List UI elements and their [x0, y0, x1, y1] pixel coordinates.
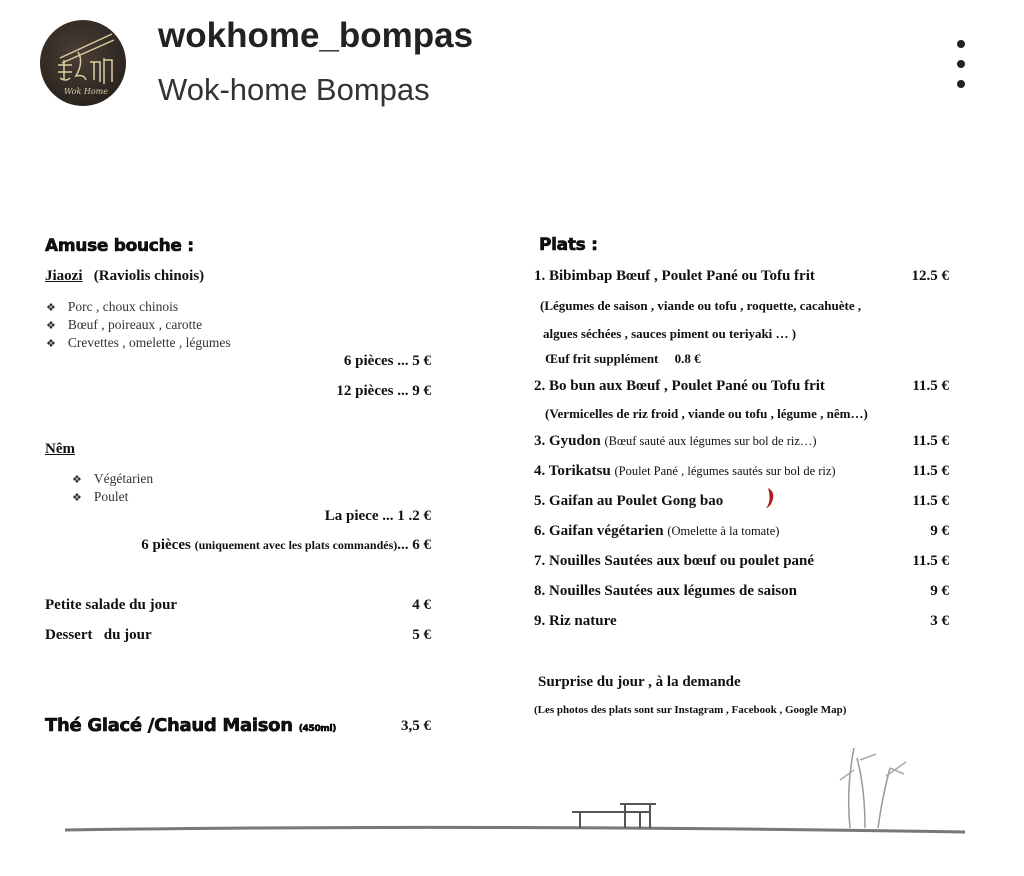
extra-name: Petite salade du jour: [45, 597, 178, 613]
dish-item: 3. Gyudon (Bœuf sauté aux légumes sur bol de riz…): [534, 433, 817, 449]
bamboo-landscape-illustration: [60, 740, 970, 840]
more-vertical-icon[interactable]: [950, 40, 972, 88]
bibimbap-description: (Légumes de saison , viande ou tofu , roquette, cacahuète ,: [540, 298, 862, 313]
jiaozi-price-6: 6 pièces ... 5 €: [343, 353, 431, 369]
photos-note: (Les photos des plats sont sur Instagram , Facebook , Google Map): [534, 704, 847, 716]
profile-avatar[interactable]: [40, 20, 126, 106]
account-handle[interactable]: wokhome_bompas: [158, 16, 474, 55]
egg-supplement: Œuf frit supplément 0.8 €: [545, 351, 701, 366]
dish-item: 2. Bo bun aux Bœuf , Poulet Pané ou Tofu frit: [534, 378, 825, 394]
nem-item: ❖ Végétarien: [72, 471, 154, 486]
extra-price: 5 €: [412, 627, 431, 643]
jiaozi-item: ❖ Porc , choux chinois: [46, 299, 179, 314]
jiaozi-item: ❖ Bœuf , poireaux , carotte: [46, 317, 203, 332]
tea-name: Thé Glacé /Chaud Maison (450ml): [45, 715, 337, 736]
dish-item: 8. Nouilles Sautées aux légumes de saison: [534, 583, 797, 599]
jiaozi-item: ❖ Crevettes , omelette , légumes: [46, 335, 231, 350]
dish-price: 9 €: [930, 583, 949, 599]
dish-price: 9 €: [930, 523, 949, 539]
dish-price: 11.5 €: [912, 553, 949, 569]
bobun-description: (Vermicelles de riz froid , viande ou tofu , légume , nêm…): [545, 406, 868, 421]
dish-price: 12.5 €: [911, 268, 949, 284]
dish-price: 11.5 €: [912, 378, 949, 394]
nem-heading: Nêm: [45, 441, 75, 457]
extra-name: Dessert du jour: [45, 627, 152, 643]
extra-price: 4 €: [412, 597, 431, 613]
jiaozi-price-12: 12 pièces ... 9 €: [336, 383, 431, 399]
svg-text:Wok Home: Wok Home: [64, 87, 108, 96]
dish-item: 5. Gaifan au Poulet Gong bao: [534, 493, 724, 509]
jiaozi-heading: [45, 268, 204, 285]
jiaozi-title: Jiaozi: [45, 268, 83, 284]
account-display-name: Wok-home Bompas: [158, 72, 430, 107]
dish-item: 4. Torikatsu (Poulet Pané , légumes sautés sur bol de riz): [534, 463, 836, 479]
dish-price: 3 €: [930, 613, 949, 629]
dish-price: 11.5 €: [912, 493, 949, 509]
bibimbap-description: algues séchées , sauces piment ou teriyaki … ): [543, 326, 797, 341]
surprise-du-jour: Surprise du jour , à la demande: [538, 674, 741, 690]
nem-price-6: 6 pièces (uniquement avec les plats commandés)... 6 €: [141, 537, 431, 553]
dish-price: 11.5 €: [912, 463, 949, 479]
chili-pepper-icon: [765, 486, 779, 510]
dish-item: 1. Bibimbap Bœuf , Poulet Pané ou Tofu frit: [534, 268, 815, 284]
dish-item: 9. Riz nature: [534, 613, 617, 629]
nem-price-unit: La piece ... 1 .2 €: [324, 508, 431, 524]
dish-item: 7. Nouilles Sautées aux bœuf ou poulet pané: [534, 553, 815, 569]
dish-item: 6. Gaifan végétarien (Omelette à la tomate): [534, 523, 780, 539]
jiaozi-subtitle: (Raviolis chinois): [93, 268, 205, 284]
dish-price: 11.5 €: [912, 433, 949, 449]
plats-heading: Plats :: [539, 235, 598, 255]
amuse-bouche-heading: Amuse bouche :: [45, 236, 194, 256]
wok-home-logo: [40, 20, 126, 106]
nem-item: ❖ Poulet: [72, 489, 129, 504]
tea-price: 3,5 €: [401, 718, 431, 734]
